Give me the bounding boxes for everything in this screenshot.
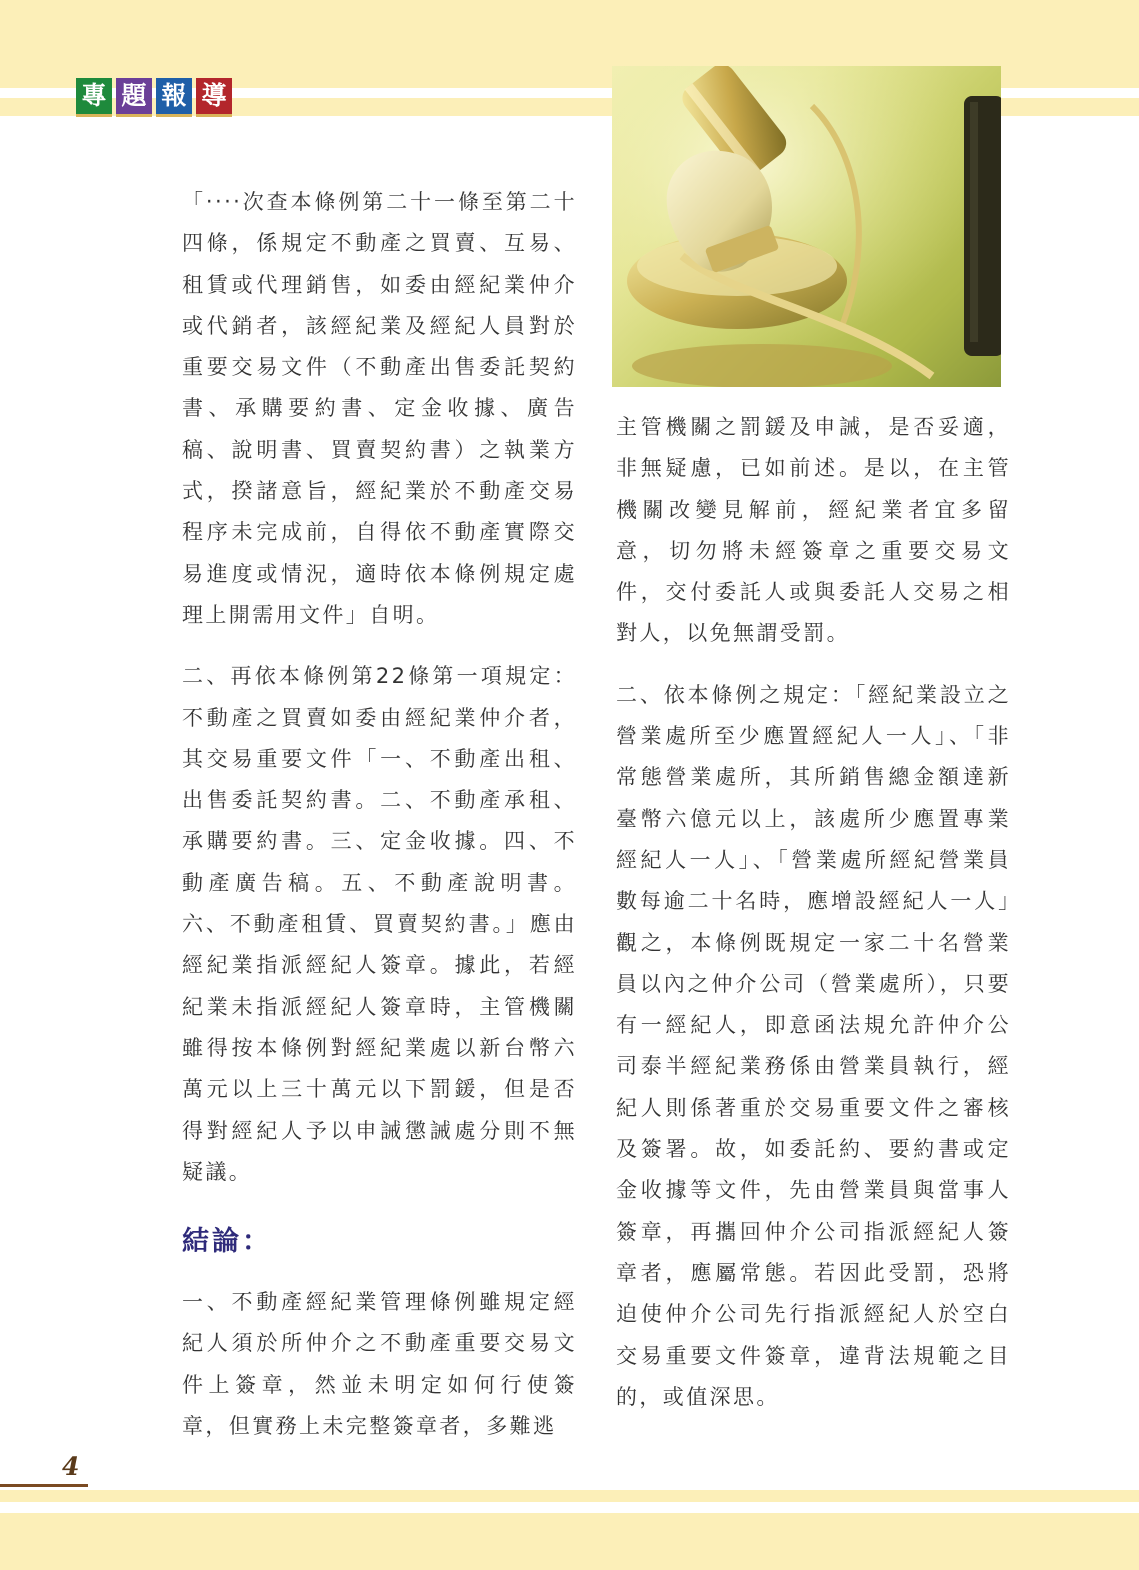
conclusion-paragraph: 一、不動產經紀業管理條例雖規定經紀人須於所仲介之不動產重要交易文件上簽章，然並未明定如何行使簽章，但實務上未完整簽章者，多難逃: [182, 1290, 577, 1439]
shaving-brush-photo: [612, 66, 1001, 387]
section-char-2: 題: [116, 78, 152, 117]
page-number: 4: [62, 1452, 80, 1481]
section-char-4: 導: [196, 78, 232, 117]
footer-band: [0, 1513, 1139, 1570]
left-column: [182, 182, 577, 1447]
section-tag: [76, 78, 232, 117]
left-paragraph-1: 「‧‧‧‧次查本條例第二十一條至第二十四條，係規定不動產之買賣、互易、租賃或代理銷售，如委由經紀業仲介或代銷者，該經紀業及經紀人員對於重要交易文件（不動產出售委託契約書、承購要約書、定金收據、廣告稿、說明書、買賣契約書）之執業方式，揆諸意旨，經紀業於不動產交易程序未完成前，自得依不動產實際交易進度或情況，適時依本條例規定處理上開需用文件」自明。: [182, 190, 577, 627]
right-column: [616, 407, 1011, 1418]
conclusion-heading: 結論：: [182, 1226, 272, 1258]
section-char-1: 專: [76, 78, 112, 117]
right-paragraph-1: 主管機關之罰鍰及申誡，是否妥適，非無疑慮，已如前述。是以，在主管機關改變見解前，經紀業者宜多留意，切勿將未經簽章之重要交易文件，交付委託人或與委託人交易之相對人，以免無謂受罰。: [616, 415, 1011, 646]
shaving-set-illustration: [612, 66, 1001, 387]
section-char-3: 報: [156, 78, 192, 117]
footer-stripe: [0, 1490, 1139, 1502]
left-paragraph-2: 二、再依本條例第22條第一項規定：不動產之買賣如委由經紀業仲介者，其交易重要文件「一、不動產出租、出售委託契約書。二、不動產承租、承購要約書。三、定金收據。四、不動產廣告稿。五、不動產說明書。六、不動產租賃、買賣契約書。」應由經紀業指派經紀人簽章。據此，若經紀業未指派經紀人簽章時，主管機關雖得按本條例對經紀業處以新台幣六萬元以上三十萬元以下罰鍰，但是否得對經紀人予以申誡懲誡處分則不無疑議。: [182, 664, 577, 1184]
right-paragraph-2: 二、依本條例之規定：「經紀業設立之營業處所至少應置經紀人一人」、「非常態營業處所，其所銷售總金額達新臺幣六億元以上，該處所少應置專業經紀人一人」、「營業處所經紀營業員數每逾二十名時，應增設經紀人一人」觀之，本條例既規定一家二十名營業員以內之仲介公司（營業處所），只要有一經紀人，即意函法規允許仲介公司泰半經紀業務係由營業員執行，經紀人則係著重於交易重要文件之審核及簽署。故，如委託約、要約書或定金收據等文件，先由營業員與當事人簽章，再攜回仲介公司指派經紀人簽章者，應屬常態。若因此受罰，恐將迫使仲介公司先行指派經紀人於空白交易重要文件簽章，違背法規範之目的，或值深思。: [616, 682, 1011, 1409]
page-number-underline: [0, 1484, 88, 1487]
